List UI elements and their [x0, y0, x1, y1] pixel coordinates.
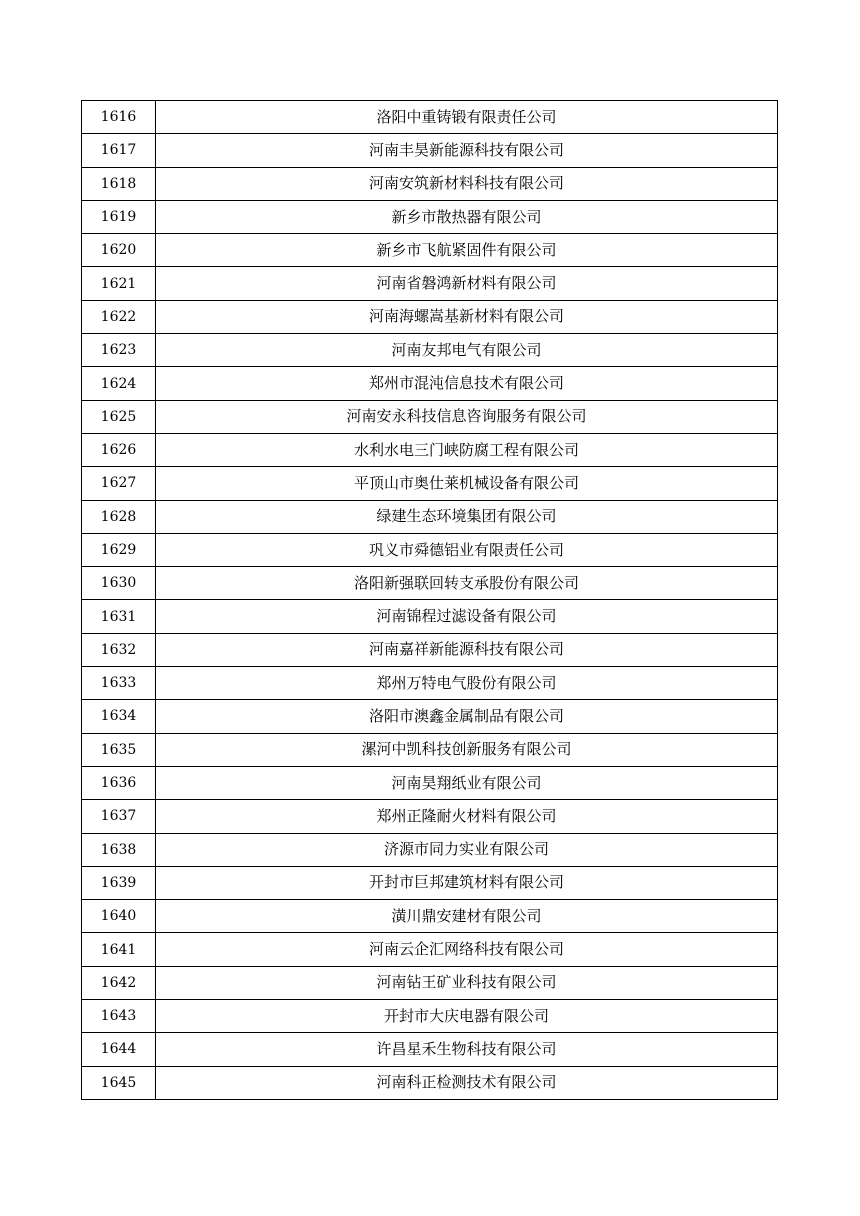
table-row [82, 367, 778, 400]
table-row [82, 933, 778, 966]
table-row [82, 334, 778, 367]
table-row [82, 433, 778, 466]
company-name: 开封市巨邦建筑材料有限公司 [156, 866, 778, 899]
company-name: 河南丰昊新能源科技有限公司 [156, 134, 778, 167]
table-row [82, 1066, 778, 1099]
table-row [82, 667, 778, 700]
table-row [82, 1033, 778, 1066]
row-number: 1627 [82, 467, 156, 500]
row-number: 1619 [82, 200, 156, 233]
table-row [82, 533, 778, 566]
row-number: 1616 [82, 101, 156, 134]
row-number: 1637 [82, 800, 156, 833]
table-row [82, 966, 778, 999]
row-number: 1620 [82, 234, 156, 267]
table-row [82, 400, 778, 433]
company-name: 河南昊翔纸业有限公司 [156, 766, 778, 799]
row-number: 1630 [82, 567, 156, 600]
row-number: 1641 [82, 933, 156, 966]
row-number: 1632 [82, 633, 156, 666]
company-name: 河南云企汇网络科技有限公司 [156, 933, 778, 966]
row-number: 1634 [82, 700, 156, 733]
row-number: 1617 [82, 134, 156, 167]
table-row [82, 467, 778, 500]
company-name: 河南钻王矿业科技有限公司 [156, 966, 778, 999]
row-number: 1626 [82, 433, 156, 466]
row-number: 1628 [82, 500, 156, 533]
table-row [82, 600, 778, 633]
company-name: 河南海螺嵩基新材料有限公司 [156, 300, 778, 333]
row-number: 1642 [82, 966, 156, 999]
table-row [82, 800, 778, 833]
company-name: 洛阳中重铸锻有限责任公司 [156, 101, 778, 134]
company-name: 水利水电三门峡防腐工程有限公司 [156, 433, 778, 466]
row-number: 1645 [82, 1066, 156, 1099]
company-name: 绿建生态环境集团有限公司 [156, 500, 778, 533]
table-row [82, 134, 778, 167]
row-number: 1621 [82, 267, 156, 300]
company-name: 洛阳市澳鑫金属制品有限公司 [156, 700, 778, 733]
table-row [82, 866, 778, 899]
row-number: 1618 [82, 167, 156, 200]
table-row [82, 200, 778, 233]
company-list-table [81, 100, 778, 1100]
table-row [82, 833, 778, 866]
table-row [82, 900, 778, 933]
row-number: 1631 [82, 600, 156, 633]
row-number: 1622 [82, 300, 156, 333]
table-row [82, 300, 778, 333]
table-row [82, 700, 778, 733]
table-row [82, 167, 778, 200]
table-row [82, 733, 778, 766]
company-name: 河南友邦电气有限公司 [156, 334, 778, 367]
row-number: 1639 [82, 866, 156, 899]
company-name: 济源市同力实业有限公司 [156, 833, 778, 866]
row-number: 1625 [82, 400, 156, 433]
table-row [82, 567, 778, 600]
company-name: 平顶山市奥仕莱机械设备有限公司 [156, 467, 778, 500]
row-number: 1636 [82, 766, 156, 799]
row-number: 1638 [82, 833, 156, 866]
row-number: 1643 [82, 1000, 156, 1033]
company-name: 开封市大庆电器有限公司 [156, 1000, 778, 1033]
company-name: 新乡市飞航紧固件有限公司 [156, 234, 778, 267]
row-number: 1624 [82, 367, 156, 400]
table-row [82, 766, 778, 799]
company-name: 巩义市舜德铝业有限责任公司 [156, 533, 778, 566]
row-number: 1644 [82, 1033, 156, 1066]
company-name: 漯河中凯科技创新服务有限公司 [156, 733, 778, 766]
company-name: 郑州万特电气股份有限公司 [156, 667, 778, 700]
row-number: 1629 [82, 533, 156, 566]
table-row [82, 267, 778, 300]
company-name: 潢川鼎安建材有限公司 [156, 900, 778, 933]
company-name: 河南锦程过滤设备有限公司 [156, 600, 778, 633]
table-row [82, 101, 778, 134]
row-number: 1640 [82, 900, 156, 933]
company-list-body [82, 101, 778, 1100]
company-name: 许昌星禾生物科技有限公司 [156, 1033, 778, 1066]
company-name: 河南安筑新材料科技有限公司 [156, 167, 778, 200]
table-row [82, 234, 778, 267]
row-number: 1623 [82, 334, 156, 367]
table-row [82, 633, 778, 666]
company-name: 河南科正检测技术有限公司 [156, 1066, 778, 1099]
company-name: 洛阳新强联回转支承股份有限公司 [156, 567, 778, 600]
table-row [82, 1000, 778, 1033]
company-name: 郑州正隆耐火材料有限公司 [156, 800, 778, 833]
company-name: 河南安永科技信息咨询服务有限公司 [156, 400, 778, 433]
table-row [82, 500, 778, 533]
company-name: 郑州市混沌信息技术有限公司 [156, 367, 778, 400]
company-name: 新乡市散热器有限公司 [156, 200, 778, 233]
company-name: 河南省磐鸿新材料有限公司 [156, 267, 778, 300]
row-number: 1635 [82, 733, 156, 766]
company-name: 河南嘉祥新能源科技有限公司 [156, 633, 778, 666]
row-number: 1633 [82, 667, 156, 700]
